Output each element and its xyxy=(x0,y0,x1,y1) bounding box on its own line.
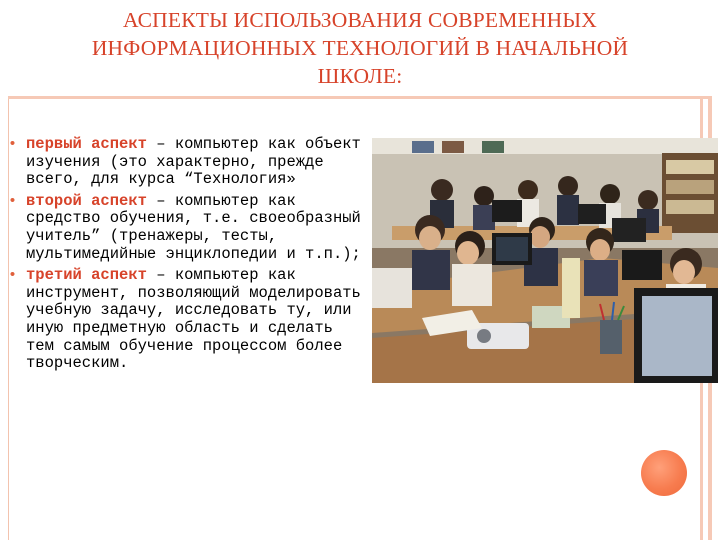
bullet-marker: • xyxy=(8,267,18,285)
bullet-lead-3: третий аспект xyxy=(26,266,147,285)
classroom-illustration xyxy=(372,138,718,383)
title-line-1: АСПЕКТЫ ИСПОЛЬЗОВАНИЯ СОВРЕМЕННЫХ xyxy=(122,8,598,32)
classroom-photo xyxy=(372,138,718,383)
decorative-circle xyxy=(641,450,687,496)
bullet-item-2 xyxy=(8,193,368,263)
title-line-3: ШКОЛЕ: xyxy=(317,64,403,88)
bullet-list xyxy=(8,136,368,377)
bullet-marker: • xyxy=(8,136,18,153)
bullet-item-1 xyxy=(8,136,368,189)
slide-title xyxy=(10,6,710,90)
bullet-marker: • xyxy=(8,192,18,210)
bullet-text-3: – компьютер как инструмент, позволяющий моделировать учебную задачу, исследовать ту, или иную предметную область и сделать тем самым обучение процессом более творческим. xyxy=(26,266,361,373)
bullet-text-2: – компьютер как средство обучения, т.е. своеобразный учитель” (тренажеры, тесты, мультимедийные энциклопедии и т.п.); xyxy=(26,191,361,263)
bullet-lead-1: первый аспект xyxy=(26,135,147,153)
bullet-lead-2: второй аспект xyxy=(26,191,147,210)
title-line-2: ИНФОРМАЦИОННЫХ ТЕХНОЛОГИЙ В НАЧАЛЬНОЙ xyxy=(91,36,629,60)
bullet-item-3 xyxy=(8,267,368,373)
title-divider xyxy=(8,96,712,99)
bullet-text-1: – компьютер как объект изучения (это характерно, прежде всего, для курса “Технология» xyxy=(26,135,361,189)
